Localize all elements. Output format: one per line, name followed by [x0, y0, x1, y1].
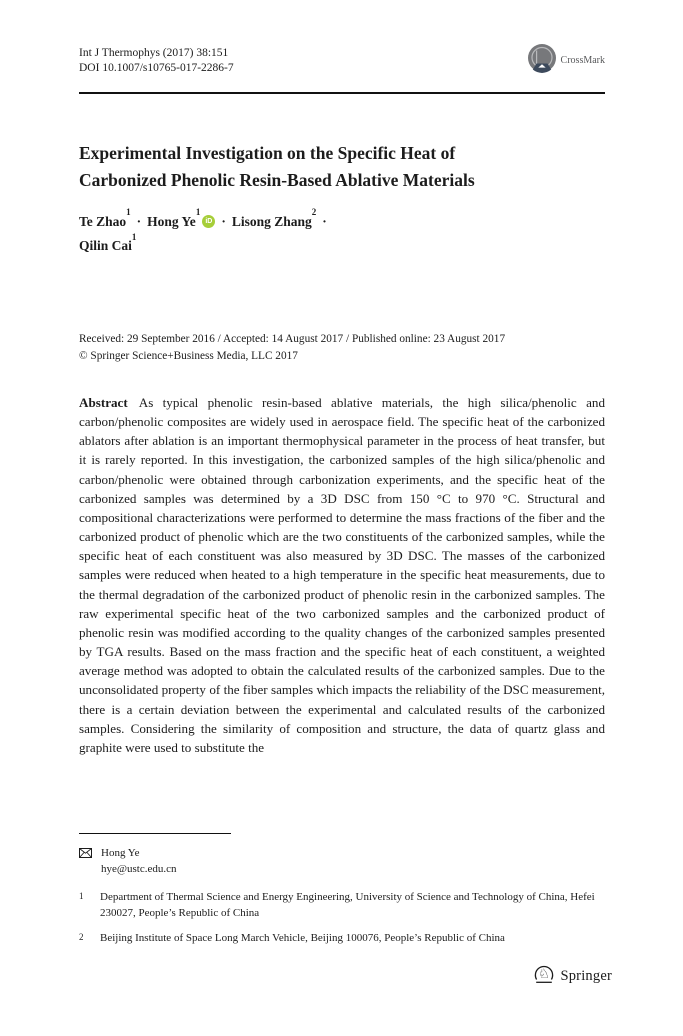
history-line: Received: 29 September 2016 / Accepted: 14 August 2017 / Published online: 23 August 2017	[79, 333, 506, 345]
page-header	[79, 46, 605, 76]
title-line-2: Carbonized Phenolic Resin-Based Ablative Materials	[79, 169, 475, 190]
copyright-line: © Springer Science+Business Media, LLC 2017	[79, 349, 298, 362]
author-lisong-zhang: Lisong Zhang$^2$	[231, 207, 317, 229]
affiliation-mark: 1	[195, 207, 201, 217]
affiliation-mark: 1	[126, 207, 131, 217]
affiliation-2	[79, 930, 605, 946]
envelope-icon	[79, 847, 92, 877]
crossmark-label: CrossMark	[560, 55, 605, 66]
affiliation-mark: 1	[131, 231, 137, 242]
author-separator: ·	[221, 213, 226, 229]
correspondence-block	[79, 845, 605, 877]
footnotes	[79, 833, 605, 955]
affiliation-mark: 2	[79, 932, 84, 942]
affiliation-text: Beijing Institute of Space Long March Vehicle, Beijing 100076, People’s Republic of China	[100, 932, 505, 944]
author-te-zhao: Te Zhao$^1$	[79, 207, 131, 229]
affiliation-mark: 1	[79, 891, 84, 901]
crossmark-badge[interactable]	[527, 43, 605, 78]
author-hong-ye: Hong Ye$^1$	[147, 207, 201, 229]
orcid-icon[interactable]: iD	[202, 215, 215, 228]
footnote-divider	[79, 833, 231, 834]
corresponding-author-email[interactable]: hye@ustc.edu.cn	[101, 863, 177, 875]
affiliation-1	[79, 889, 605, 921]
springer-label: Springer	[560, 968, 612, 984]
corresponding-author-name: Hong Ye	[101, 847, 140, 859]
page-title	[79, 140, 633, 193]
author-qilin-cai: Qilin Cai$^1$	[79, 231, 137, 253]
journal-reference: Int J Thermophys (2017) 38:151	[79, 47, 229, 59]
doi-line: DOI 10.1007/s10765-017-2286-7	[79, 62, 234, 74]
author-list	[79, 207, 623, 256]
author-separator: ·	[136, 213, 142, 229]
title-line-1: Experimental Investigation on the Specific Heat of	[79, 143, 456, 163]
svg-text:♘: ♘	[538, 967, 551, 983]
crossmark-icon	[527, 43, 557, 78]
header-divider	[79, 92, 605, 94]
springer-logo	[533, 963, 612, 990]
author-separator: ·	[322, 213, 327, 229]
abstract-label: Abstract	[79, 395, 128, 410]
article-history	[79, 331, 623, 364]
springer-horse-icon	[533, 963, 555, 990]
abstract	[79, 393, 605, 757]
affiliation-mark: 2	[311, 207, 317, 217]
affiliation-text: Department of Thermal Science and Energy Engineering, University of Science and Technology of China, Hefei 230027, People’s Republic of China	[100, 891, 595, 919]
abstract-text: As typical phenolic resin-based ablative materials, the high silica/phenolic and carbon/phenolic composites are widely used in aerospace field. The specific heat of the carbonized ablators after ablation is an important thermophysical parameter in the process of heat transfer, but it is rarely reported. In this investigation, the carbonized samples of the high silica/phenolic and carbon/phenolic were obtained through carbonization experiments, and the specific heat of the carbonized samples was determined by a 3D DSC from 150 °C to 970 °C. Structural and compositional characterizations were performed to determine the mass fractions of the fiber and the carbonized product of phenolic which are the two constituents of the carbonized samples, while the specific heat of each constituent was also measured by 3D DSC. The masses of the carbonized samples were reduced when heated to a high temperature in the specific heat measurements, due to the thermal degradation of the carbonized product of phenolic resin in the carbonized samples. The raw experimental specific heat of the two carbonized samples and the carbonized product of phenolic resin was modified according to the quality changes of the carbonized samples presented by TGA results. Based on the mass fraction and the specific heat of each constituent, a weighted average method was adopted to obtain the calculated results of the carbonized samples. Due to the unconsolidated property of the fiber samples which impacts the reliability of the DSC measurement, there is a certain deviation between the experimental and calculated results of the carbonized samples. Considering the similarity of composition and structure, the data of quartz glass and graphite were used to substitute the	[79, 395, 605, 755]
